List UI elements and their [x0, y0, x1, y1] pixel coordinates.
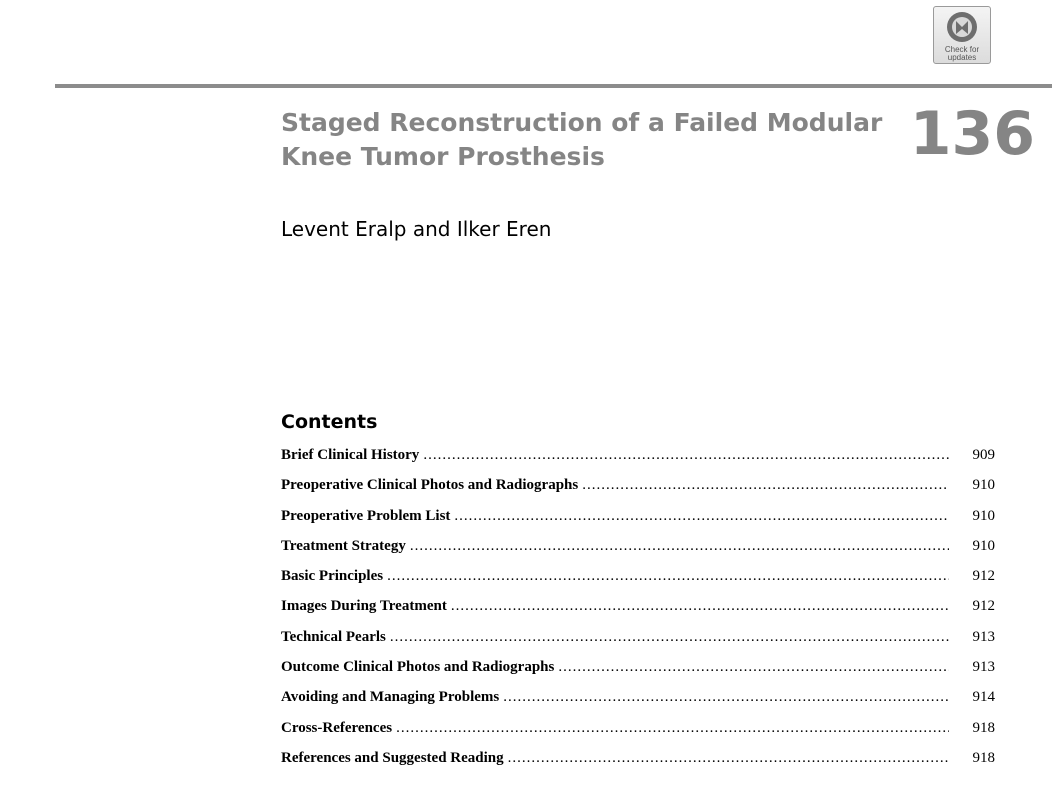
toc-leader-dots: [508, 743, 949, 773]
toc-entry-page: 912: [972, 568, 995, 585]
header-rule: [55, 84, 1052, 88]
toc-entry-page: 914: [972, 689, 995, 706]
chapter-title: [281, 106, 901, 174]
toc-entry-title: Avoiding and Managing Problems: [281, 689, 500, 706]
toc-leader-dots: [451, 591, 949, 621]
toc-entry-title: Cross-References: [281, 719, 393, 736]
toc-leader-dots: [423, 440, 949, 470]
toc-entry[interactable]: [281, 652, 995, 682]
toc-entry-title: Technical Pearls: [281, 628, 386, 645]
toc-entry-page: 909: [972, 447, 995, 463]
toc-entry[interactable]: [281, 440, 995, 470]
toc-entry[interactable]: [281, 591, 995, 621]
check-for-updates-badge[interactable]: [933, 6, 991, 64]
toc-entry-page: 912: [972, 598, 995, 615]
toc-entry-title: Preoperative Clinical Photos and Radiographs: [281, 477, 579, 494]
toc-leader-dots: [582, 470, 949, 500]
chapter-title-line-2: Knee Tumor Prosthesis: [281, 142, 605, 171]
crossmark-icon: [945, 10, 979, 44]
toc-leader-dots: [503, 682, 949, 712]
chapter-number: 136: [909, 99, 1035, 169]
toc-leader-dots: [387, 561, 949, 591]
toc-entry-page: 910: [972, 507, 995, 524]
toc-entry[interactable]: [281, 622, 995, 652]
toc-leader-dots: [410, 531, 949, 561]
toc-leader-dots: [396, 713, 949, 743]
toc-entry-title: Basic Principles: [281, 568, 384, 585]
toc-entry-page: 913: [972, 659, 995, 676]
toc-leader-dots: [558, 652, 949, 682]
toc-entry-page: 913: [972, 628, 995, 645]
toc-entry-page: 910: [972, 537, 995, 554]
chapter-title-line-1: Staged Reconstruction of a Failed Modular: [281, 108, 883, 137]
toc-entry-title: Treatment Strategy: [281, 537, 406, 554]
toc-entry[interactable]: [281, 561, 995, 591]
toc-leader-dots: [454, 501, 949, 531]
table-of-contents: [281, 440, 995, 773]
toc-entry-page: 918: [972, 749, 995, 766]
toc-entry-title: Preoperative Problem List: [281, 507, 451, 524]
badge-label: Check for updates: [944, 45, 980, 62]
toc-entry-page: 918: [972, 719, 995, 736]
contents-heading: Contents: [281, 411, 378, 433]
toc-entry-title: References and Suggested Reading: [281, 749, 504, 766]
toc-entry-title: Outcome Clinical Photos and Radiographs: [281, 659, 555, 676]
toc-entry-title: Brief Clinical History: [281, 447, 420, 463]
toc-entry[interactable]: [281, 501, 995, 531]
toc-entry[interactable]: [281, 743, 995, 773]
toc-entry[interactable]: [281, 682, 995, 712]
toc-entry[interactable]: [281, 470, 995, 500]
toc-entry[interactable]: [281, 713, 995, 743]
toc-leader-dots: [390, 622, 949, 652]
chapter-authors: Levent Eralp and Ilker Eren: [281, 217, 552, 241]
toc-entry-page: 910: [972, 477, 995, 494]
toc-entry-title: Images During Treatment: [281, 598, 447, 615]
toc-entry[interactable]: [281, 531, 995, 561]
